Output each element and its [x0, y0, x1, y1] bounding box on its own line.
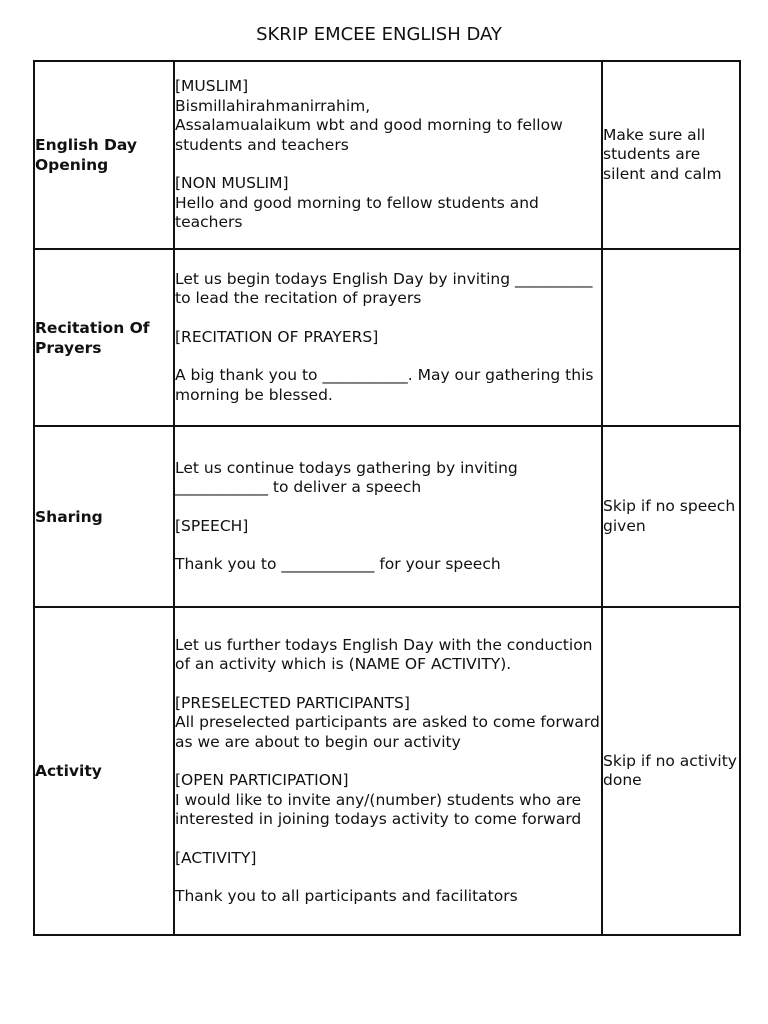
script-line: Let us begin todays English Day by inviting __________ to lead the recitation of prayers [175, 269, 593, 308]
script-line: [SPEECH] [175, 516, 249, 535]
section-label-sharing: Sharing [34, 426, 174, 607]
section-label-prayers: Recitation Of Prayers [34, 249, 174, 426]
script-line: Let us further todays English Day with the conduction of an activity which is (NAME OF ACTIVITY). [175, 635, 593, 673]
script-line: I would like to invite any/(number) students who are interested in joining todays activity to come forward [175, 790, 582, 828]
script-line: Hello and good morning to fellow students and teachers [175, 193, 539, 232]
note-cell-prayers [602, 249, 740, 426]
script-line: Thank you to all participants and facilitators [175, 887, 518, 905]
script-cell-opening [174, 61, 602, 249]
script-line: Let us continue todays gathering by inviting ____________ to deliver a speech [175, 458, 518, 496]
document-title: SKRIP EMCEE ENGLISH DAY [256, 24, 502, 45]
script-line: [OPEN PARTICIPATION] [175, 771, 349, 789]
script-cell-activity [174, 607, 602, 935]
emcee-script-table [33, 60, 741, 936]
section-label-opening: English Day Opening [34, 61, 174, 249]
table-row [34, 426, 740, 607]
script-cell-prayers [174, 249, 602, 426]
script-line: [MUSLIM] [175, 77, 249, 96]
script-line: Assalamualaikum wbt and good morning to fellow students and teachers [175, 116, 563, 154]
script-line: Thank you to ____________ for your speech [175, 555, 501, 573]
note-cell-sharing: Skip if no speech given [602, 426, 740, 607]
script-line: Bismillahirahmanirrahim, [175, 96, 371, 115]
note-cell-activity: Skip if no activity done [602, 607, 740, 935]
note-cell-opening: Make sure all students are silent and calm [602, 61, 740, 249]
script-line: [PRESELECTED PARTICIPANTS] [175, 693, 410, 712]
script-line: A big thank you to ___________. May our gathering this morning be blessed. [175, 366, 594, 404]
script-cell-sharing [174, 426, 602, 607]
table-row [34, 249, 740, 426]
script-line: All preselected participants are asked to come forward as we are about to begin our activity [175, 713, 600, 751]
script-line: [RECITATION OF PRAYERS] [175, 327, 379, 346]
section-label-activity: Activity [34, 607, 174, 935]
table-row [34, 607, 740, 935]
script-line: [NON MUSLIM] [175, 174, 289, 193]
script-line: [ACTIVITY] [175, 848, 257, 867]
table-row [34, 61, 740, 249]
